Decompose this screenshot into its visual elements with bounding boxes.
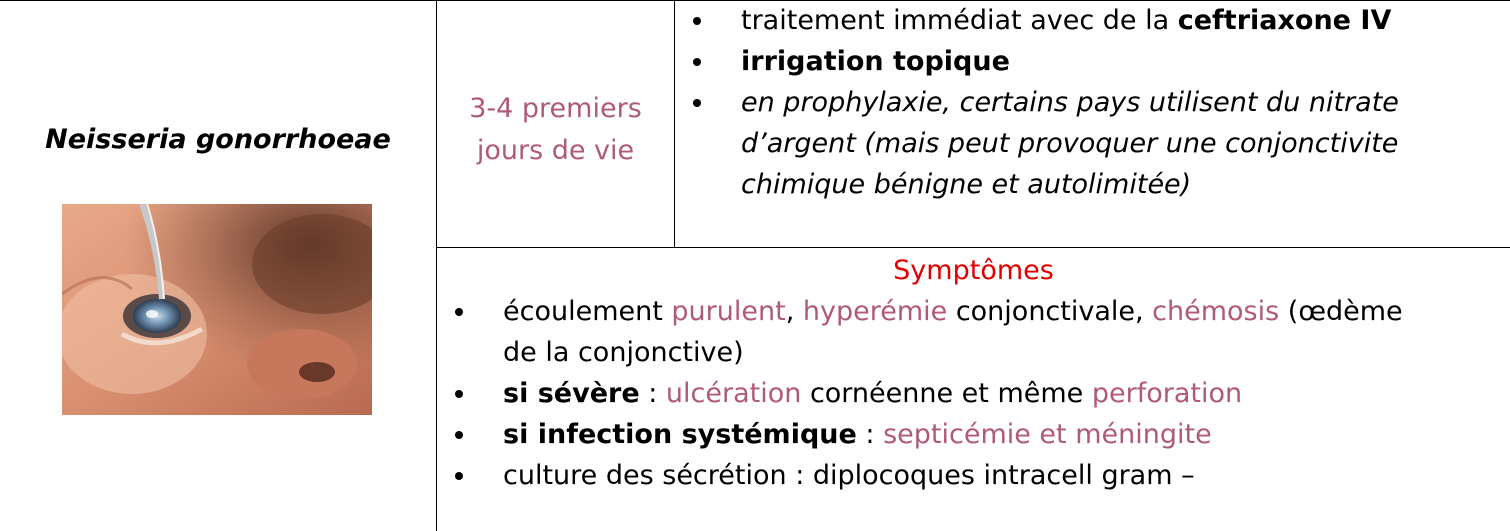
bullet-icon xyxy=(455,390,463,398)
bullet-icon xyxy=(693,17,701,25)
symptom-item: écoulement purulent, hyperémie conjonctivale, chémosis (œdème de la conjonctive) xyxy=(503,291,1503,373)
symptoms-title: Symptômes xyxy=(893,255,1054,286)
age-line-1: 3-4 premiers xyxy=(469,93,642,124)
age-onset xyxy=(437,88,674,172)
symptom-item: culture des sécrétion : diplocoques intracell gram – xyxy=(503,455,1503,496)
bullet-icon xyxy=(455,431,463,439)
treatment-item: traitement immédiat avec de la ceftriaxone IV xyxy=(741,0,1501,41)
eye-infection-photo xyxy=(62,204,372,415)
bullet-icon xyxy=(455,472,463,480)
symptom-item: si infection systémique : septicémie et méningite xyxy=(503,414,1503,455)
treatment-item: irrigation topique xyxy=(741,41,1501,82)
symptom-item: si sévère : ulcération cornéenne et même perforation xyxy=(503,373,1503,414)
bullet-icon xyxy=(693,58,701,66)
organism-name: Neisseria gonorrhoeae xyxy=(45,124,391,155)
treatment-list xyxy=(741,0,1501,205)
bullet-icon xyxy=(455,308,463,316)
bullet-icon xyxy=(693,99,701,107)
column-divider-2 xyxy=(674,0,675,248)
row-divider xyxy=(436,247,1510,248)
treatment-item: en prophylaxie, certains pays utilisent du nitrate d’argent (mais peut provoquer une conjonctivite chimique bénigne et autolimitée) xyxy=(741,82,1501,205)
age-line-2: jours de vie xyxy=(476,135,635,166)
symptoms-list xyxy=(503,291,1503,496)
